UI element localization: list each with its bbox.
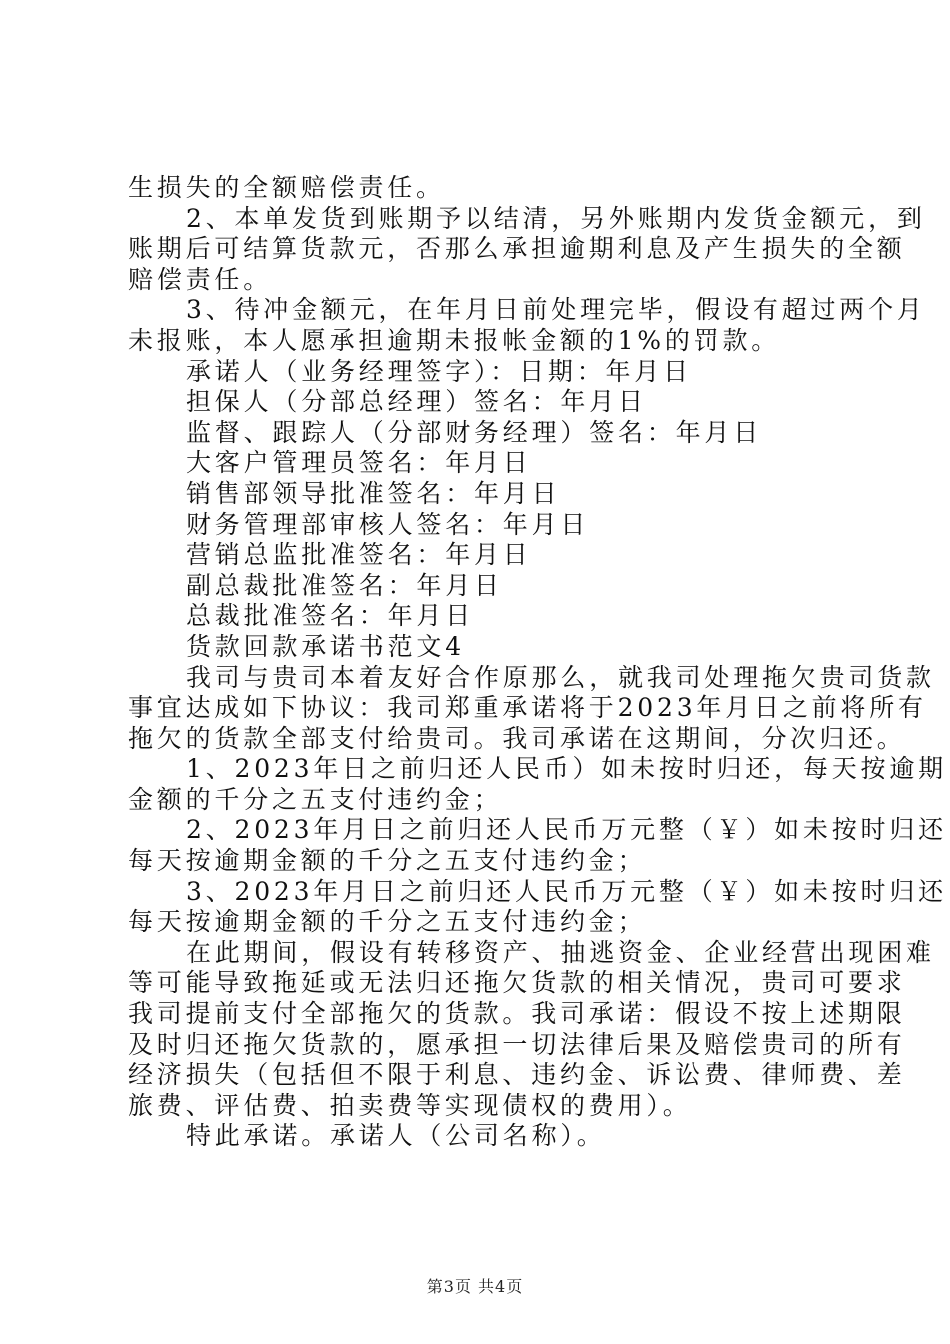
text-line: 未报账，本人愿承担逾期未报帐金额的1%的罚款。 <box>128 325 781 355</box>
text-line: 每天按逾期金额的千分之五支付违约金； <box>128 846 647 876</box>
text-line: 担保人（分部总经理）签名：年月日 <box>186 387 647 417</box>
text-line: 特此承诺。承诺人（公司名称）。 <box>186 1121 606 1151</box>
text-line: 等可能导致拖延或无法归还拖欠货款的相关情况，贵司可要求 <box>128 968 906 998</box>
text-line: 及时归还拖欠货款的，愿承担一切法律后果及赔偿贵司的所有 <box>128 1029 906 1059</box>
text-line: 3、2023年月日之前归还人民币万元整（￥）如未按时归还 <box>186 876 947 906</box>
page-number-footer: 第3页 共4页 <box>426 1277 524 1296</box>
text-line: 赔偿责任。 <box>128 264 273 294</box>
text-line: 我司提前支付全部拖欠的货款。我司承诺：假设不按上述期限 <box>128 999 906 1029</box>
text-line: 旅费、评估费、拍卖费等实现债权的费用）。 <box>128 1090 692 1120</box>
text-line: 承诺人（业务经理签字）：日期：年月日 <box>186 356 692 386</box>
text-line: 在此期间，假设有转移资产、抽逃资金、企业经营出现困难 <box>186 937 935 967</box>
text-line: 2、2023年月日之前归还人民币万元整（￥）如未按时归还 <box>186 815 947 845</box>
text-line: 监督、跟踪人（分部财务经理）签名：年月日 <box>186 417 763 447</box>
text-line: 财务管理部审核人签名：年月日 <box>186 509 590 539</box>
text-line: 货款回款承诺书范文4 <box>186 631 465 661</box>
text-line: 总裁批准签名：年月日 <box>186 601 475 631</box>
text-line: 大客户管理员签名：年月日 <box>186 448 532 478</box>
text-line: 账期后可结算货款元，否那么承担逾期利息及产生损失的全额 <box>128 234 906 264</box>
text-line: 生损失的全额赔偿责任。 <box>128 173 445 202</box>
text-line: 事宜达成如下协议：我司郑重承诺将于2023年月日之前将所有 <box>128 693 927 723</box>
text-line: 每天按逾期金额的千分之五支付违约金； <box>128 907 647 937</box>
text-line: 营销总监批准签名：年月日 <box>186 540 532 570</box>
text-line: 经济损失（包括但不限于利息、违约金、诉讼费、律师费、差 <box>128 1060 906 1090</box>
text-line: 拖欠的货款全部支付给贵司。我司承诺在这期间，分次归还。 <box>128 723 906 753</box>
text-line: 2、本单发货到账期予以结清，另外账期内发货金额元，到 <box>186 203 926 233</box>
text-line: 销售部领导批准签名：年月日 <box>186 478 561 508</box>
text-line: 1、2023年日之前归还人民币）如未按时归还，每天按逾期 <box>186 754 947 784</box>
text-line: 副总裁批准签名：年月日 <box>186 570 503 600</box>
text-line: 我司与贵司本着友好合作原那么，就我司处理拖欠贵司货款 <box>186 662 935 692</box>
text-line: 3、待冲金额元，在年月日前处理完毕，假设有超过两个月 <box>186 295 926 325</box>
text-line: 金额的千分之五支付违约金； <box>128 784 503 814</box>
document-body <box>128 173 947 1152</box>
